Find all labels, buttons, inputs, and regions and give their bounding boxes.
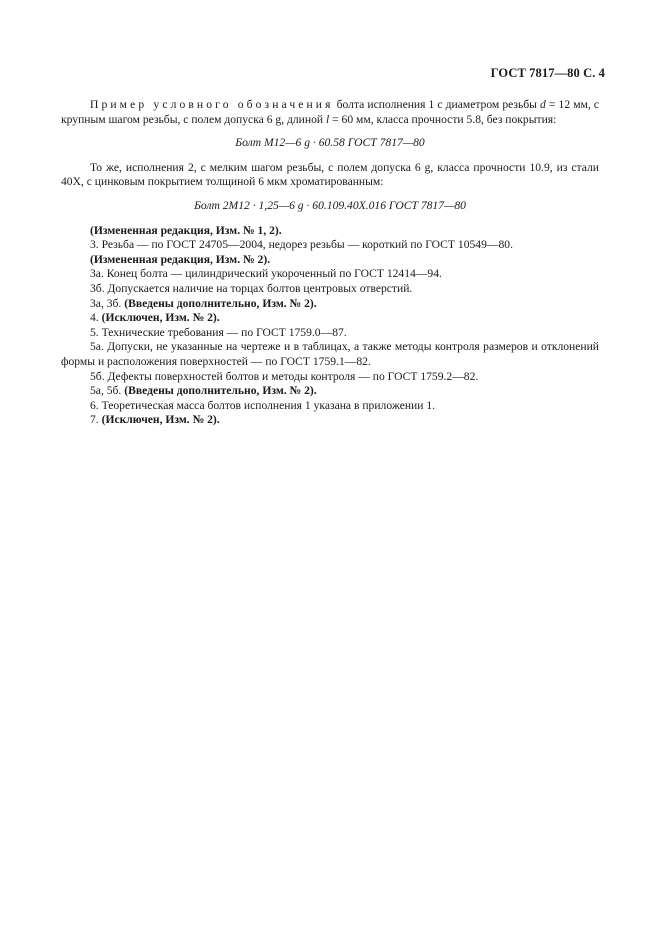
diameter-symbol: d [540,98,546,111]
page-header: ГОСТ 7817—80 С. 4 [490,66,605,80]
variant-2-paragraph: То же, исполнения 2, с мелким шагом резьбы, с полем допуска 6 g, класса прочности 10.9, из стали 40Х, с цинковым покрытием толщиной 6 мкм хроматированным: [61,160,599,189]
length-symbol: l [325,112,330,126]
designation-example-lead: Пример условного обозначения [90,98,334,111]
note-item: 5а. Допуски, не указанные на чертеже и в таблицах, а также методы контроля размеров и отклонений формы и расположения поверхностей — по ГОСТ 1759.1—82. [61,340,599,368]
note-item: (Измененная редакция, Изм. № 2). [90,252,271,266]
note-item: 5а, 5б. (Введены дополнительно, Изм. № 2). [90,384,317,398]
designation-example-paragraph [61,98,599,127]
designation-example-text-b: = 12 мм, с крупным шагом резьбы, с полем допуска 6 g, длиной [61,98,599,126]
designation-formula-1: Болт М12—6 g · 60.58 ГОСТ 7817—80 [235,136,425,150]
note-item: (Измененная редакция, Изм. № 1, 2). [90,223,282,237]
note-item: 3а. Конец болта — цилиндрический укороченный по ГОСТ 12414—94. [90,267,442,281]
designation-formula-2: Болт 2М12 · 1,25—6 g · 60.109.40Х.016 ГОСТ 7817—80 [194,198,466,212]
note-item: 3. Резьба — по ГОСТ 24705—2004, недорез резьбы — короткий по ГОСТ 10549—80. [90,238,513,252]
document-body [61,98,599,428]
designation-example-text-a: болта исполнения 1 с диаметром резьбы [333,98,541,111]
notes-list [61,224,599,428]
note-item: 3б. Допускается наличие на торцах болтов центровых отверстий. [90,281,413,295]
note-item: 6. Теоретическая масса болтов исполнения 1 указана в приложении 1. [90,398,436,412]
note-item: 5. Технические требования — по ГОСТ 1759.0—87. [90,325,347,339]
note-item: 5б. Дефекты поверхностей болтов и методы контроля — по ГОСТ 1759.2—82. [90,369,479,383]
designation-example-text-c: = 60 мм, класса прочности 5.8, без покрытия: [329,112,557,126]
note-item: 4. (Исключен, Изм. № 2). [90,311,220,325]
note-item: 3а, 3б. (Введены дополнительно, Изм. № 2). [90,296,317,310]
note-item: 7. (Исключен, Изм. № 2). [90,413,220,427]
